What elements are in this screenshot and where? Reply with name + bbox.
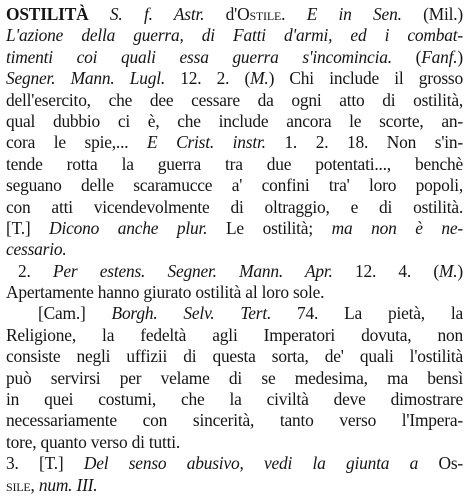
- text-run: ): [457, 46, 463, 67]
- text-run: Per estens. Segner. Mann. Apr.: [52, 260, 333, 281]
- text-run: E in Sen.: [306, 4, 402, 24]
- text-run: Segner. Mann. Lugl.: [6, 68, 165, 89]
- text-line: [6, 261, 463, 282]
- text-line: [6, 303, 463, 324]
- text-run: Ostile: [237, 4, 282, 24]
- text-run: ) Chi include il grosso: [268, 68, 463, 89]
- text-run: [T.]: [6, 217, 31, 238]
- text-run: Os-: [418, 453, 463, 474]
- text-run: Le ostilità;: [207, 217, 313, 238]
- text-line: [6, 154, 463, 175]
- text-line: [6, 4, 463, 25]
- text-run: ): [457, 260, 463, 281]
- text-run: L'azione della guerra, di Fatti d'armi, ed i combat-: [6, 25, 463, 46]
- text-line: [6, 25, 463, 46]
- text-line: [6, 410, 463, 431]
- text-run: (Mil.): [401, 4, 463, 24]
- text-line: [6, 111, 463, 132]
- text-line: [6, 132, 463, 153]
- text-run: (: [391, 46, 422, 67]
- text-line: [6, 90, 463, 111]
- text-line: [6, 389, 463, 410]
- text-run: Apertamente hanno giurato ostilità al loro sole.: [6, 282, 325, 303]
- text-line: [6, 346, 463, 367]
- text-run: ma non è ne-: [312, 217, 463, 238]
- text-run: d': [204, 4, 238, 24]
- text-run: in quei costumi, che la civiltà deve dimostrare: [6, 389, 463, 410]
- text-run: può servirsi per velame di se medesima, ma bensì: [6, 367, 463, 388]
- text-run: .: [281, 4, 307, 24]
- dictionary-entry-ostilita: [6, 4, 463, 496]
- text-run: tende rotta la guerra tra due potentati..., benchè: [6, 153, 463, 174]
- text-run: qual dubbio ci è, che include ancora le scorte, an-: [6, 110, 463, 131]
- text-line: [6, 325, 463, 346]
- text-run: Dicono anche plur.: [30, 217, 208, 238]
- text-run: necessariamente con sincerità, tanto verso l'Impera-: [6, 410, 463, 431]
- text-run: con atti vicendevolmente di oltraggio, e di ostilità.: [6, 196, 463, 217]
- text-run: Fanf.: [421, 46, 458, 67]
- text-line: [6, 432, 463, 453]
- text-run: 1. 2. 18. Non s'in-: [265, 132, 463, 153]
- text-run: M.: [438, 260, 458, 281]
- text-line: [6, 239, 463, 260]
- text-run: timenti coi quali essa guerra s'incomincia.: [6, 46, 392, 67]
- headword: OSTILITÀ: [6, 4, 89, 24]
- text-line: [6, 218, 463, 239]
- text-line: [6, 475, 463, 496]
- text-run: [Cam.]: [38, 303, 112, 324]
- text-run: sile: [6, 474, 31, 495]
- text-run: 3. [T.]: [6, 453, 84, 474]
- text-line: [6, 453, 463, 474]
- text-line: [6, 282, 463, 303]
- text-run: 12. 2. (: [164, 68, 251, 89]
- text-run: Del senso abusivo, vedi la giunta a: [83, 453, 419, 474]
- text-line: [6, 175, 463, 196]
- text-run: 2.: [18, 260, 53, 281]
- text-run: ,: [30, 474, 39, 495]
- text-line: [6, 368, 463, 389]
- text-run: cessario.: [6, 239, 67, 260]
- text-run: 74. La pietà, la: [271, 303, 463, 324]
- text-line: [6, 47, 463, 68]
- text-run: seguano delle scaramucce a' confini tra' loro popoli,: [6, 175, 463, 196]
- text-run: 12. 4. (: [332, 260, 439, 281]
- text-line: [6, 197, 463, 218]
- text-run: M.: [250, 68, 269, 89]
- text-run: Religione, la fedeltà agli Imperatori dovuta, non: [6, 324, 463, 345]
- text-line: [6, 68, 463, 89]
- text-run: dell'esercito, che dee cessare da ogni atto di ostilità,: [6, 89, 463, 110]
- text-run: E Crist. instr.: [128, 132, 266, 153]
- text-run: S. f. Astr.: [88, 4, 205, 24]
- text-run: cora le spie,...: [6, 132, 129, 153]
- text-run: num. III.: [38, 474, 98, 495]
- text-run: tore, quanto verso di tutti.: [6, 431, 181, 452]
- text-run: Borgh. Selv. Tert.: [111, 303, 272, 324]
- text-run: consiste negli uffizii di questa sorta, de' quali l'ostilità: [6, 346, 463, 367]
